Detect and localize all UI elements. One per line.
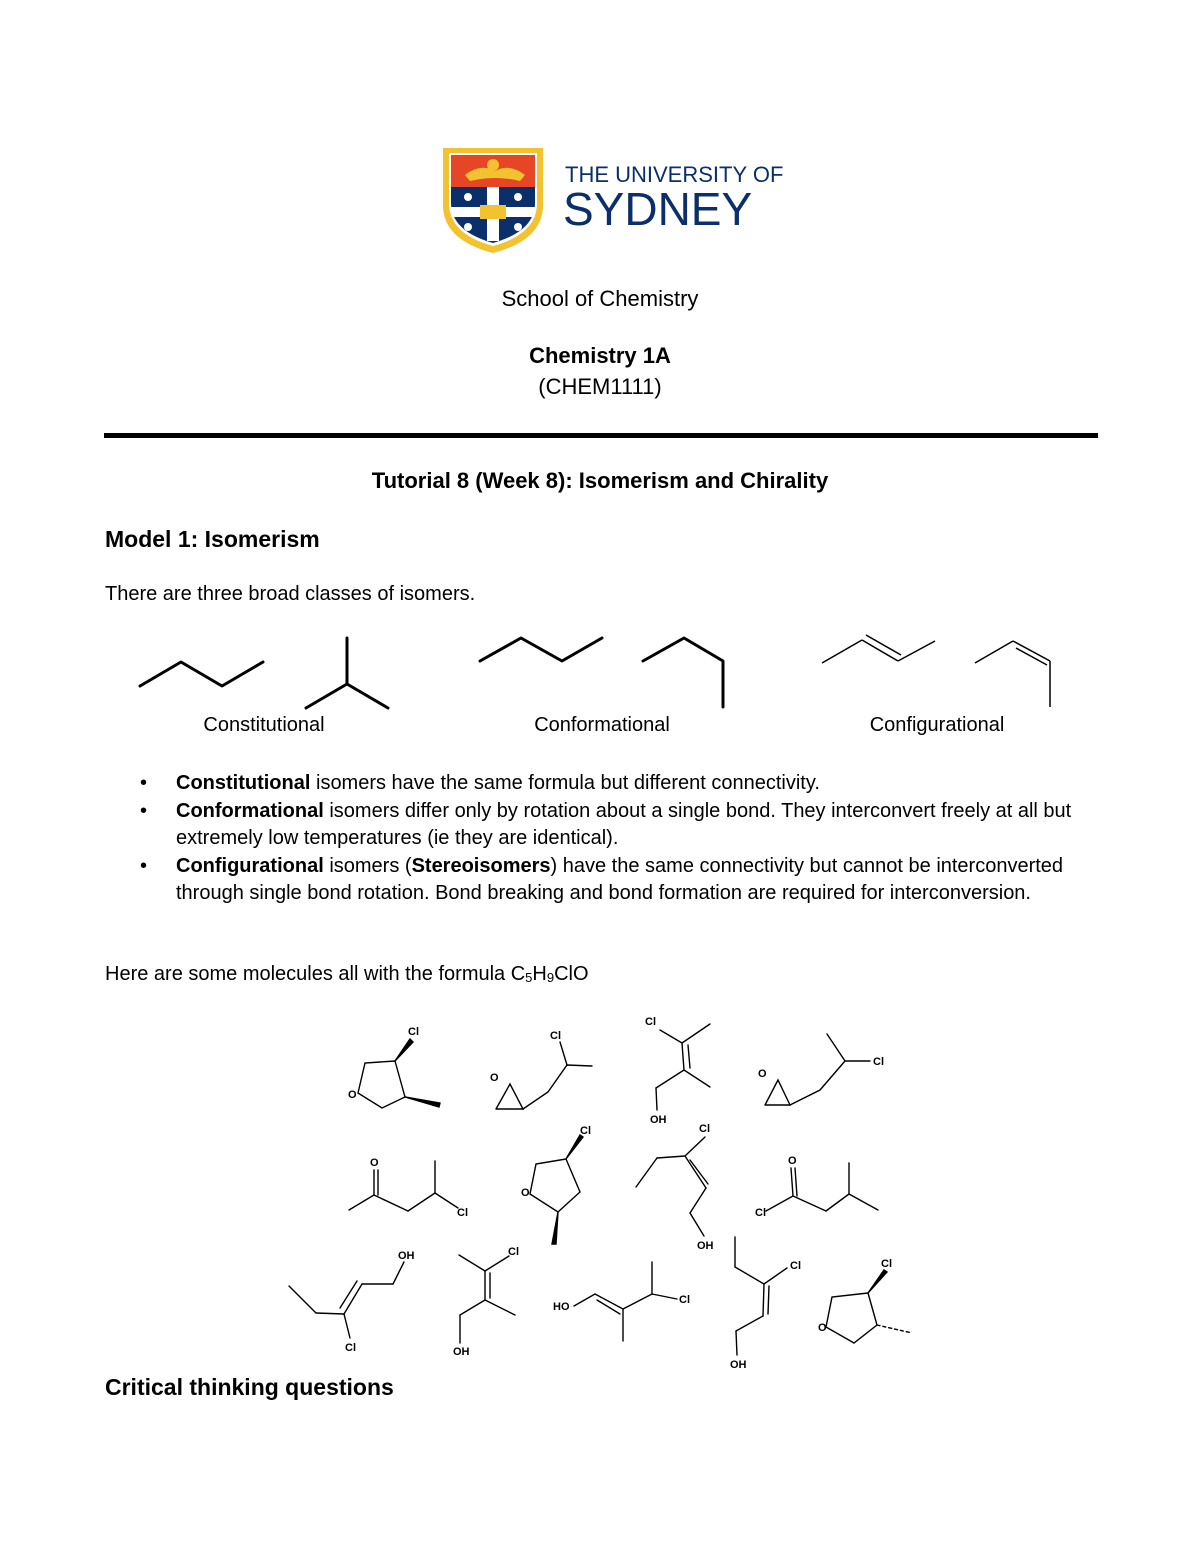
course-code: (CHEM1111) xyxy=(538,374,662,399)
label-configurational: Configurational xyxy=(869,714,1005,736)
svg-text:OH: OH xyxy=(697,1240,714,1252)
term: Configurational xyxy=(176,854,324,877)
definition-pre: isomers ( xyxy=(323,854,412,877)
svg-text:SYDNEY: SYDNEY xyxy=(563,183,753,235)
svg-text:O: O xyxy=(818,1322,827,1334)
svg-text:THE UNIVERSITY OF: THE UNIVERSITY OF xyxy=(565,162,784,187)
molecule-chloro-pentenol-3 xyxy=(735,1237,787,1355)
svg-text:OH: OH xyxy=(453,1346,470,1358)
molecule-epoxide-chloropropyl-2 xyxy=(765,1034,870,1105)
svg-text:O: O xyxy=(788,1155,797,1167)
definition: ) have the same connectivity but cannot be interconverted through single bond rotation. Bond breaking and bond formation are required for interconversion. xyxy=(176,854,1064,904)
svg-text:Cl: Cl xyxy=(645,1016,656,1028)
molecule-chloro-methyl-thf-3 xyxy=(826,1270,912,1343)
definition: isomers have the same formula but different connectivity. xyxy=(310,772,820,794)
svg-text:O: O xyxy=(758,1068,767,1080)
svg-text:OH: OH xyxy=(398,1250,415,1262)
svg-text:Cl: Cl xyxy=(508,1246,519,1258)
school-name: School of Chemistry xyxy=(501,286,699,311)
bullet-icon: • xyxy=(140,854,148,877)
svg-text:Cl: Cl xyxy=(580,1125,591,1137)
course-name: Chemistry 1A xyxy=(529,343,671,368)
molecule-chloro-methylbutenol-3 xyxy=(574,1262,677,1341)
svg-text:Cl: Cl xyxy=(873,1056,884,1068)
svg-text:Cl: Cl xyxy=(699,1123,710,1135)
tutorial-title: Tutorial 8 (Week 8): Isomerism and Chirality xyxy=(371,468,829,493)
term-secondary: Stereoisomers xyxy=(411,854,551,877)
bullet-icon: • xyxy=(140,772,148,794)
svg-text:Cl: Cl xyxy=(881,1258,892,1270)
molecule-acyl-chloride xyxy=(766,1163,878,1211)
term: Constitutional xyxy=(176,772,311,794)
critical-thinking-heading: Critical thinking questions xyxy=(105,1374,394,1400)
svg-text:OH: OH xyxy=(730,1359,747,1371)
label-constitutional: Constitutional xyxy=(203,714,325,736)
molecule-chloro-methyl-thf-1 xyxy=(358,1039,440,1108)
molecule-epoxide-chloropropyl xyxy=(496,1042,592,1109)
molecule-chloro-methylbutenol-1 xyxy=(656,1024,710,1110)
molecule-chloro-pentenol-2 xyxy=(289,1262,404,1338)
molecule-chloro-pentenol xyxy=(636,1137,708,1236)
svg-text:Cl: Cl xyxy=(755,1207,766,1219)
svg-text:OH: OH xyxy=(650,1114,667,1126)
svg-text:O: O xyxy=(370,1157,379,1169)
definition: isomers differ only by rotation about a single bond. They interconvert freely at all but extremely low temperatures (ie they are identical). xyxy=(176,799,1072,849)
molecule-chloro-methylbutenol-2 xyxy=(459,1255,515,1343)
molecule-chloro-methyl-thf-2 xyxy=(530,1135,583,1244)
svg-text:HO: HO xyxy=(553,1301,570,1313)
model-intro: There are three broad classes of isomers. xyxy=(105,583,476,605)
molecule-chloro-pentanone xyxy=(349,1161,458,1211)
label-conformational: Conformational xyxy=(534,714,670,736)
term: Conformational xyxy=(176,799,324,822)
svg-text:Cl: Cl xyxy=(679,1294,690,1306)
svg-text:Cl: Cl xyxy=(408,1026,419,1038)
formula-line: Here are some molecules all with the formula $C_5H_9ClO$ xyxy=(105,963,589,985)
model-heading: Model 1: Isomerism xyxy=(105,526,320,552)
svg-text:Cl: Cl xyxy=(550,1030,561,1042)
bullet-icon: • xyxy=(140,799,148,822)
svg-text:Cl: Cl xyxy=(345,1342,356,1354)
svg-text:O: O xyxy=(521,1187,530,1199)
svg-text:Cl: Cl xyxy=(457,1207,468,1219)
svg-text:O: O xyxy=(348,1089,357,1101)
svg-text:Cl: Cl xyxy=(790,1260,801,1272)
svg-text:O: O xyxy=(490,1072,499,1084)
